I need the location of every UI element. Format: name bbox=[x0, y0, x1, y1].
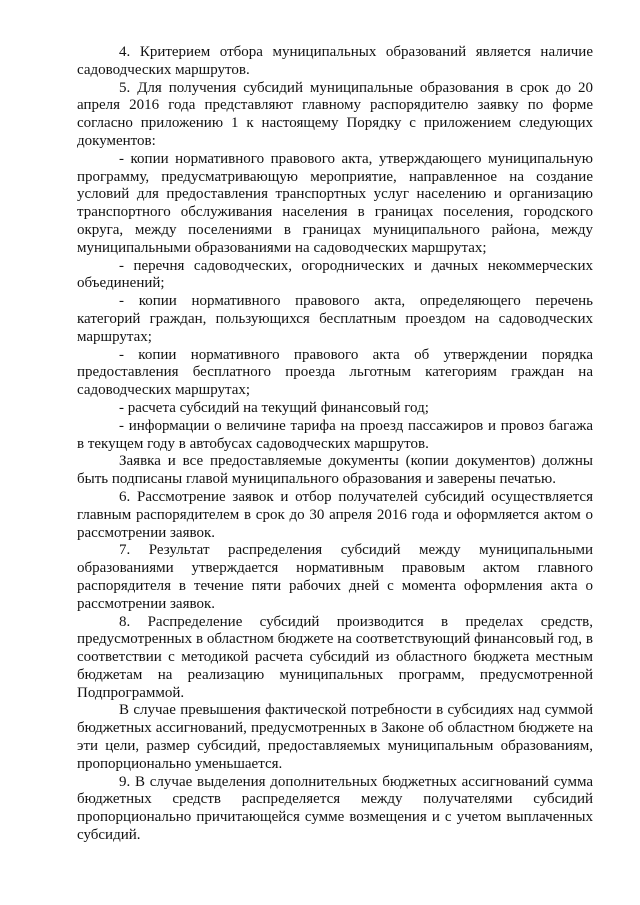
paragraph-6-review: 6. Рассмотрение заявок и отбор получателей субсидий осуществляется главным распорядителем в срок до 30 апреля 2016 года и оформляется актом о рассмотрении заявок. bbox=[77, 488, 593, 541]
list-item-free-travel-act: - копии нормативного правового акта об утверждении порядка предоставления бесплатного проезда льготным категориям граждан на садоводческих маршрутах; bbox=[77, 346, 593, 399]
paragraph-4-criterion: 4. Критерием отбора муниципальных образований является наличие садоводческих маршрутов. bbox=[77, 44, 593, 78]
paragraph-9-additional-allocation: 9. В случае выделения дополнительных бюджетных ассигнований сумма бюджетных средств распределяется между получателями субсидий пропорционально причитающейся сумме возмещения и с учетом выплаченных субсидий. bbox=[77, 773, 593, 844]
document-body bbox=[77, 44, 593, 845]
list-item-associations: - перечня садоводческих, огороднических и дачных некоммерческих объединений; bbox=[77, 257, 593, 292]
list-item-categories-act: - копии нормативного правового акта, определяющего перечень категорий граждан, пользующихся бесплатным проездом на садоводческих маршрутах; bbox=[77, 293, 593, 345]
paragraph-signature-requirement: Заявка и все предоставляемые документы (копии документов) должны быть подписаны главой муниципального образования и заверены печатью. bbox=[77, 453, 593, 488]
paragraph-excess-demand: В случае превышения фактической потребности в субсидиях над суммой бюджетных ассигнований, предусмотренных в Законе об областном бюджете на эти цели, размер субсидий, предоставляемых муниципальным образованиям, пропорционально уменьшается. bbox=[77, 702, 593, 772]
paragraph-5-application: 5. Для получения субсидий муниципальные образования в срок до 20 апреля 2016 года представляют главному распорядителю заявку по форме согласно приложению 1 к настоящему Порядку с приложением следующих документов: bbox=[77, 79, 593, 149]
list-item-subsidy-calculation: - расчета субсидий на текущий финансовый год; bbox=[119, 399, 429, 416]
paragraph-8-distribution: 8. Распределение субсидий производится в пределах средств, предусмотренных в областном бюджете на соответствующий финансовый год, в соответствии с методикой расчета субсидий из областного бюджета местным бюджетам на реализацию муниципальных программ, предусмотренной Подпрограммой. bbox=[77, 613, 593, 701]
list-item-program-act: - копии нормативного правового акта, утверждающего муниципальную программу, предусматривающую мероприятие, направленное на создание условий для предоставления транспортных услуг населению и организацию транспортного обслуживания населения в границах поселения, городского округа, между поселениями в границах муниципального района, между муниципальными образованиями на садоводческих маршрутах; bbox=[77, 150, 593, 256]
paragraph-7-result: 7. Результат распределения субсидий между муниципальными образованиями утверждается нормативным правовым актом главного распорядителя в течение пяти рабочих дней с момента оформления акта о рассмотрении заявок. bbox=[77, 542, 593, 612]
list-item-tariff-info: - информации о величине тарифа на проезд пассажиров и провоз багажа в текущем году в автобусах садоводческих маршрутов. bbox=[77, 417, 593, 452]
